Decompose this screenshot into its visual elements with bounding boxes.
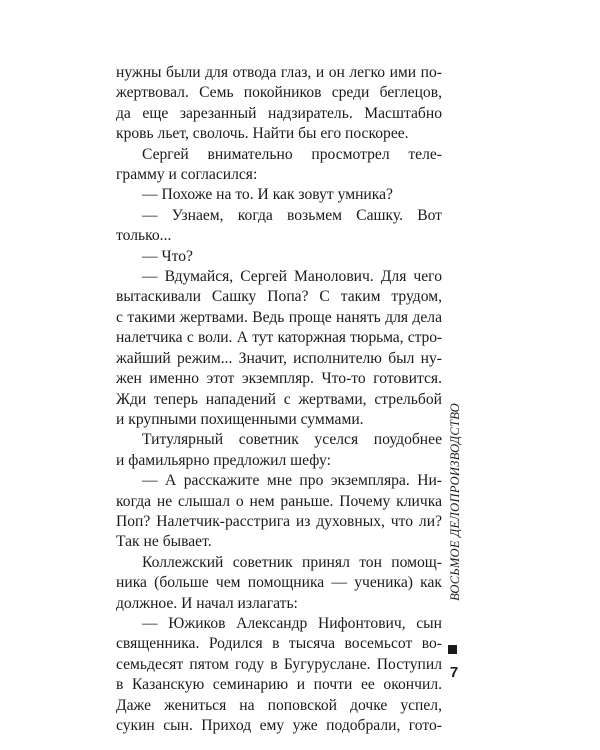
text-line: Титулярный советник уселся поудобнее — [142, 431, 442, 449]
text-line: кровь льет, сволочь. Найти бы его поскорее. — [116, 125, 409, 143]
section-marker-square — [448, 645, 457, 654]
text-line: — Узнаем, когда возьмем Сашку. Вот — [142, 206, 442, 224]
text-line: с такими жертвами. Ведь проще нанять для дела — [116, 308, 442, 326]
text-line: сукин сын. Приход ему уже подобрали, гото- — [116, 717, 442, 734]
text-line: в Казанскую семинарию и почти ее окончил. — [116, 676, 442, 694]
text-line: Даже жениться на поповской дочке успел, — [116, 696, 442, 714]
text-line: налетчика с воли. А тут каторжная тюрьма, стро- — [116, 329, 442, 347]
text-line: — Похоже на то. И как зовут умника? — [142, 186, 393, 204]
text-line: и крупными похищенными суммами. — [116, 410, 364, 428]
text-line: — Южиков Александр Нифонтович, сын — [142, 614, 442, 632]
body-text — [116, 63, 442, 736]
text-line: когда не слышал о нем раньше. Почему кличка — [116, 492, 442, 510]
text-line: — Вдумайся, Сергей Манолович. Для чего — [142, 268, 442, 286]
text-line: — Что? — [142, 247, 193, 265]
text-line: Коллежский советник принял тон помощ- — [142, 553, 442, 571]
text-line: только... — [116, 227, 172, 245]
text-line: грамму и согласился: — [116, 166, 258, 184]
text-line: ника (больше чем помощника — ученика) как — [116, 574, 442, 592]
text-line: и фамильярно предложил шефу: — [116, 451, 331, 469]
text-line: жайший режим... Значит, исполнителю был ну- — [116, 349, 442, 367]
text-line: нужны были для отвода глаз, и он легко ими по- — [116, 64, 442, 81]
text-line: Жди теперь нападений с жертвами, стрельбой — [116, 390, 442, 408]
text-line: семьдесят пятом году в Бугуруслане. Поступил — [116, 655, 442, 673]
running-title: ВОСЬМОЕ ДЕЛОПРОИЗВОДСТВО — [448, 403, 462, 601]
page-number: 7 — [449, 664, 459, 681]
text-line: должное. И начал излагать: — [116, 594, 298, 612]
text-line: — А расскажите мне про экземпляра. Ни- — [142, 472, 442, 490]
text-line: священника. Родился в тысяча восемьсот во- — [116, 635, 442, 653]
text-line: Сергей внимательно просмотрел теле- — [142, 145, 442, 163]
text-line: да еще зарезанный надзиратель. Масштабно — [116, 104, 442, 122]
text-line: жертвовал. Семь покойников среди беглецов, — [116, 84, 442, 102]
text-line: вытаскивали Сашку Попа? С таким трудом, — [116, 288, 442, 306]
text-line: Так не бывает. — [116, 533, 212, 551]
text-line: Поп? Налетчик-расстрига из духовных, что ли? — [116, 512, 442, 530]
text-line: жен именно этот экземпляр. Что-то готовится. — [116, 370, 442, 388]
